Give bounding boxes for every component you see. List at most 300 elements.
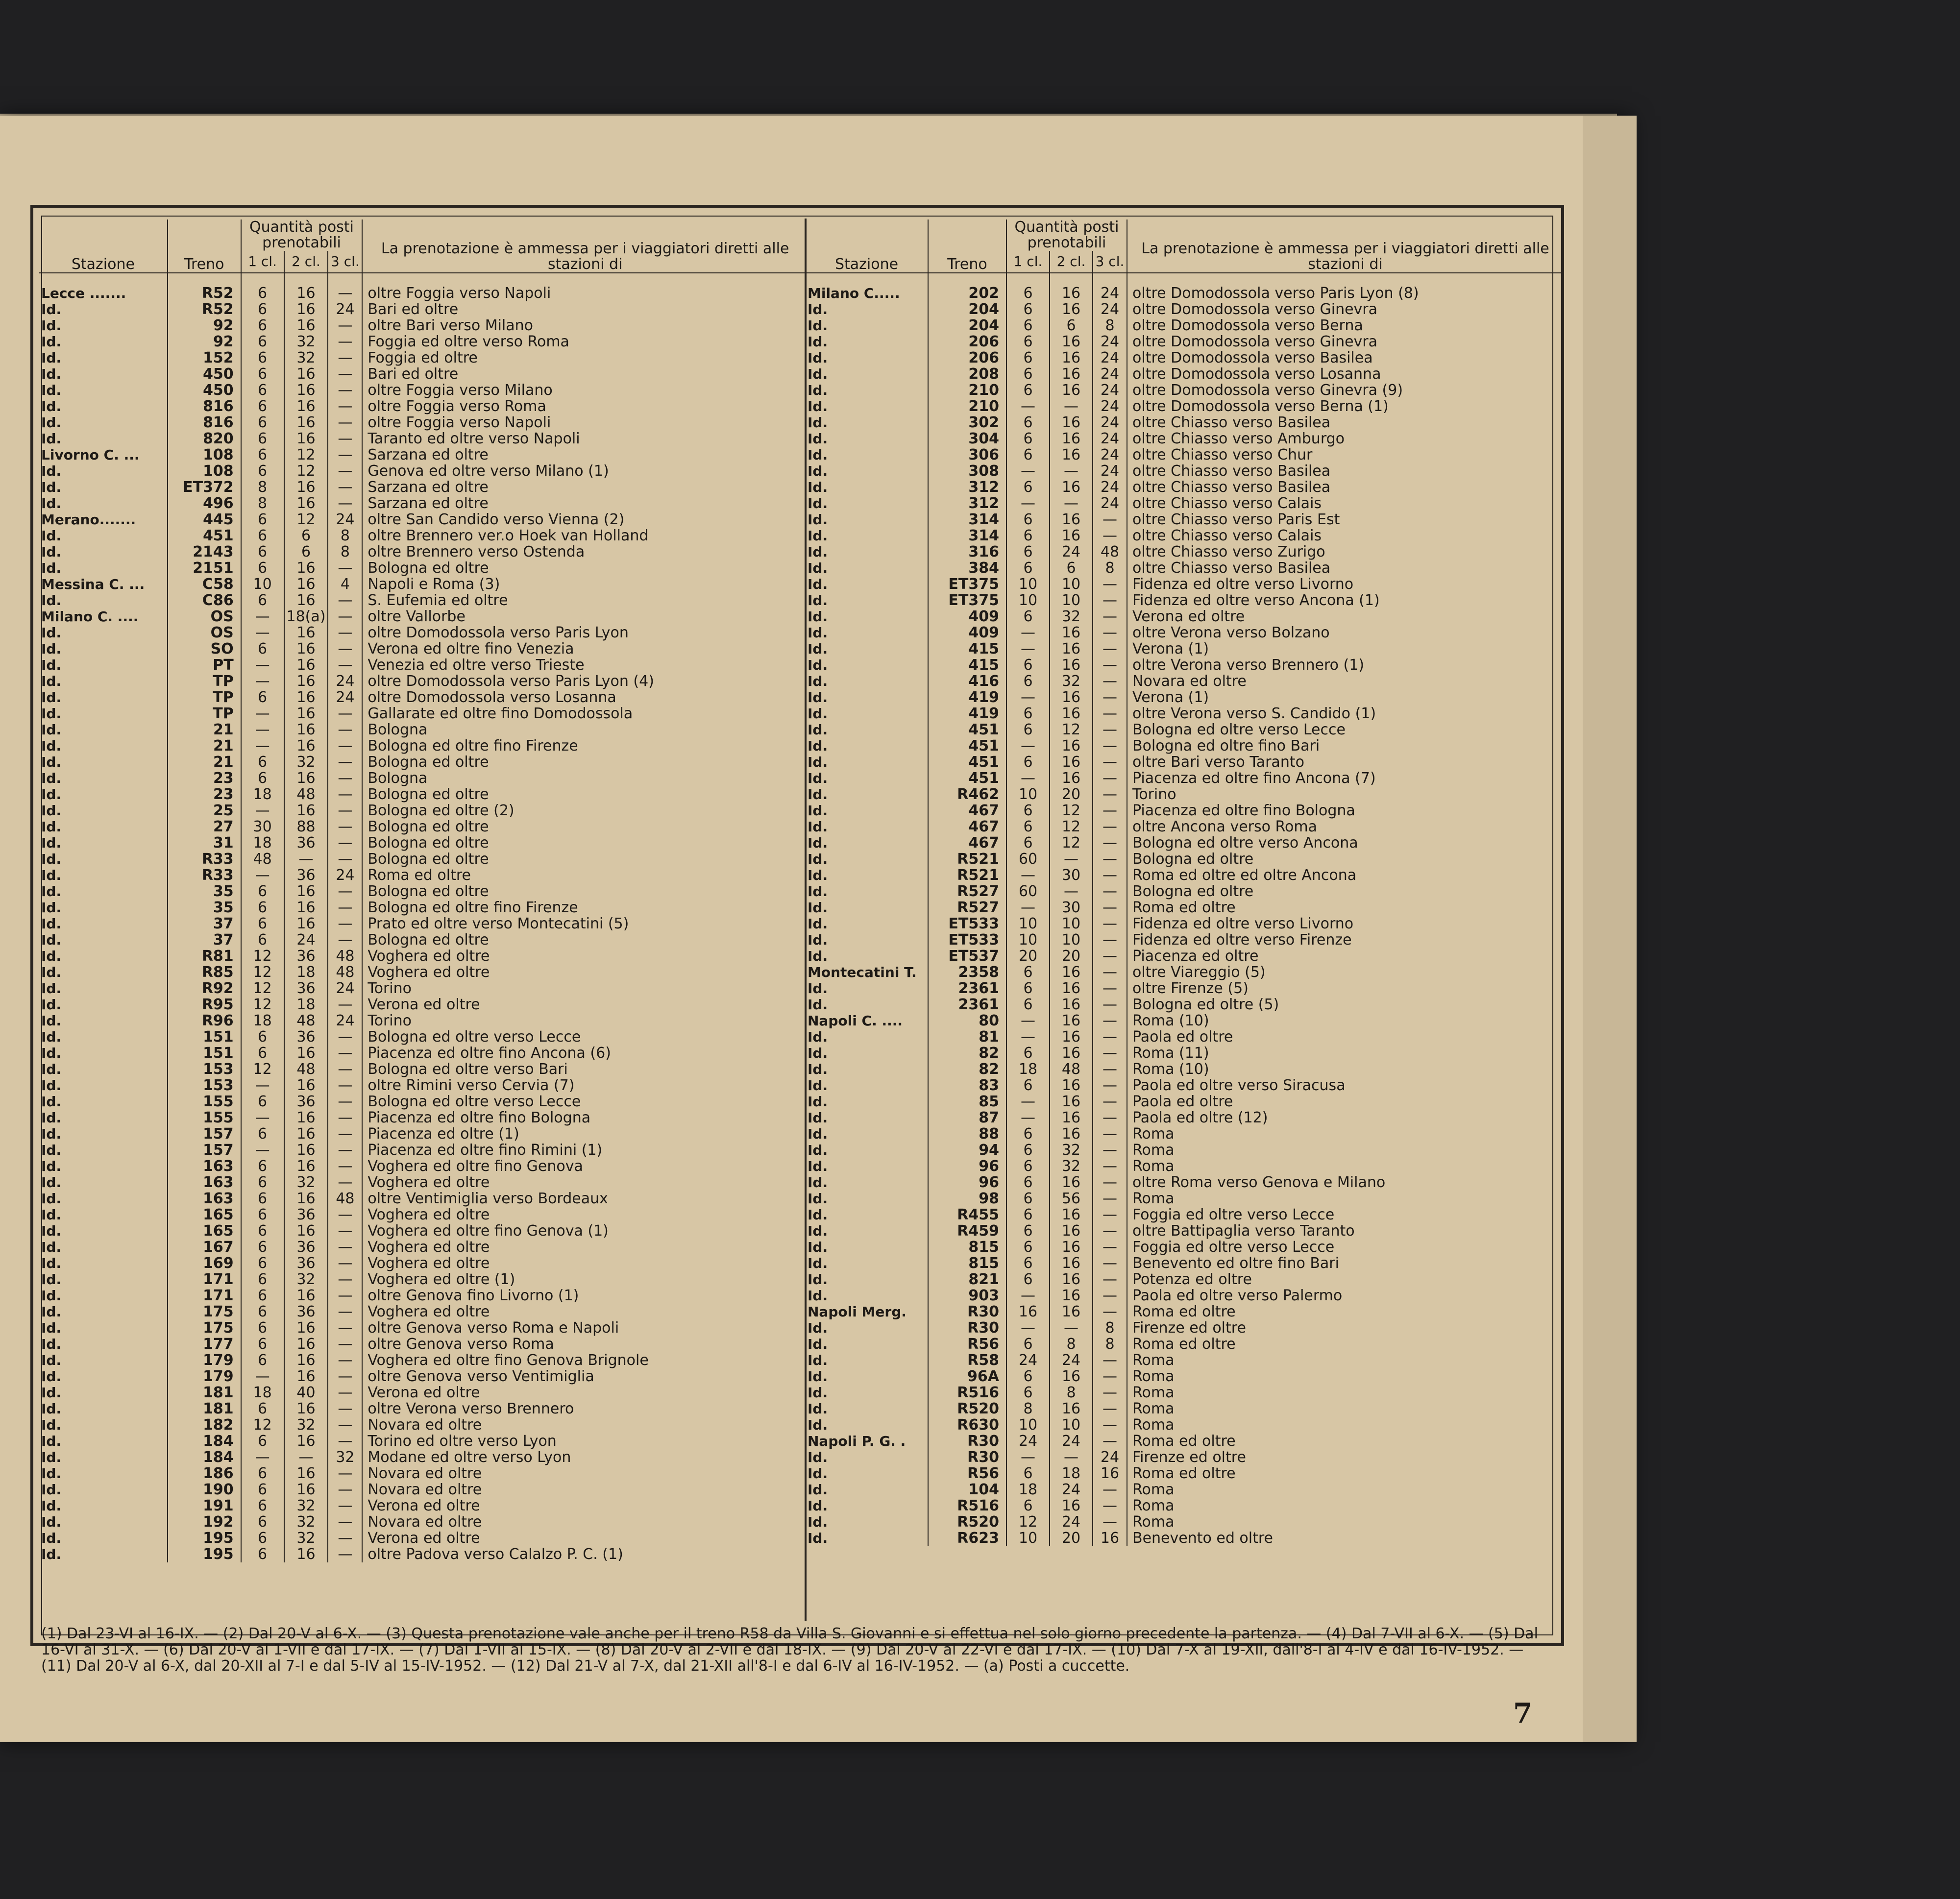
- second-class-cell: 30: [1050, 867, 1093, 883]
- train-cell: 85: [928, 1094, 1006, 1110]
- train-cell: ET533: [928, 916, 1006, 932]
- table-row: [39, 350, 808, 366]
- destination-cell: Verona ed oltre: [362, 1498, 808, 1514]
- first-class-cell: 24: [1006, 1433, 1050, 1449]
- first-class-cell: 6: [241, 1239, 284, 1255]
- destination-cell: Prato ed oltre verso Montecatini (5): [362, 916, 808, 932]
- second-class-cell: 16: [1050, 414, 1093, 431]
- destination-cell: Bologna: [362, 770, 808, 786]
- destination-cell: Roma: [1127, 1417, 1563, 1433]
- third-class-cell: —: [328, 560, 362, 576]
- third-class-cell: —: [328, 495, 362, 511]
- train-cell: R33: [168, 851, 241, 867]
- second-class-cell: 16: [1050, 528, 1093, 544]
- table-row: [806, 1449, 1563, 1465]
- station-cell: Id.: [808, 722, 828, 738]
- station-cell: Id.: [808, 544, 828, 560]
- first-class-cell: 6: [241, 883, 284, 900]
- second-class-cell: 16: [284, 1158, 328, 1174]
- train-cell: 195: [168, 1530, 241, 1546]
- station-cell: Id.: [41, 495, 62, 511]
- third-class-cell: —: [1093, 1029, 1127, 1045]
- table-row: [806, 609, 1563, 625]
- third-class-cell: —: [328, 1368, 362, 1385]
- second-class-cell: 16: [284, 1352, 328, 1368]
- first-class-cell: 6: [241, 1271, 284, 1288]
- train-cell: 2361: [928, 997, 1006, 1013]
- station-cell: Id.: [41, 932, 62, 948]
- first-class-cell: —: [241, 1077, 284, 1094]
- first-class-cell: 10: [1006, 576, 1050, 592]
- table-row: [806, 576, 1563, 592]
- table-row: [39, 786, 808, 803]
- first-class-cell: 6: [1006, 1077, 1050, 1094]
- second-class-cell: 18: [284, 964, 328, 980]
- train-cell: 157: [168, 1142, 241, 1158]
- first-class-cell: 6: [241, 1401, 284, 1417]
- second-class-cell: 16: [284, 770, 328, 786]
- train-cell: 169: [168, 1255, 241, 1271]
- third-class-cell: —: [1093, 625, 1127, 641]
- second-class-cell: 16: [1050, 511, 1093, 528]
- table-row: [806, 1514, 1563, 1530]
- train-cell: R455: [928, 1207, 1006, 1223]
- second-class-cell: 6: [1050, 317, 1093, 334]
- station-cell: Id.: [41, 1465, 62, 1482]
- second-class-cell: 16: [1050, 1126, 1093, 1142]
- first-class-cell: —: [1006, 625, 1050, 641]
- second-class-cell: 36: [284, 980, 328, 997]
- destination-cell: Napoli e Roma (3): [362, 576, 808, 592]
- table-row: [39, 414, 808, 431]
- second-class-cell: 16: [284, 625, 328, 641]
- train-cell: 192: [168, 1514, 241, 1530]
- table-row: [806, 431, 1563, 447]
- station-cell: Id.: [41, 544, 62, 560]
- first-class-cell: 6: [1006, 754, 1050, 770]
- first-class-cell: 12: [1006, 1514, 1050, 1530]
- destination-cell: Bologna ed oltre verso Lecce: [362, 1029, 808, 1045]
- train-cell: 88: [928, 1126, 1006, 1142]
- train-cell: R95: [168, 997, 241, 1013]
- train-cell: R521: [928, 867, 1006, 883]
- first-class-cell: —: [241, 609, 284, 625]
- table-row: [39, 1417, 808, 1433]
- first-class-cell: 6: [241, 285, 284, 301]
- third-class-cell: 24: [1093, 1449, 1127, 1465]
- destination-cell: Sarzana ed oltre: [362, 479, 808, 495]
- destination-cell: Roma: [1127, 1401, 1563, 1417]
- first-class-cell: —: [241, 657, 284, 673]
- third-class-cell: —: [1093, 641, 1127, 657]
- train-cell: 316: [928, 544, 1006, 560]
- second-class-cell: 32: [1050, 609, 1093, 625]
- first-class-cell: 6: [1006, 544, 1050, 560]
- first-class-cell: 6: [1006, 382, 1050, 398]
- station-cell: Id.: [808, 657, 828, 673]
- destination-cell: Bologna ed oltre fino Firenze: [362, 900, 808, 916]
- page-right-margin: [1583, 116, 1637, 1742]
- first-class-cell: —: [1006, 689, 1050, 706]
- station-cell: Id.: [808, 317, 828, 334]
- station-cell: Id.: [808, 334, 828, 350]
- right-table-body: [806, 285, 1563, 1546]
- station-cell: Id.: [808, 1126, 828, 1142]
- table-row: [806, 592, 1563, 609]
- station-cell: Id.: [41, 1546, 62, 1562]
- first-class-cell: 6: [241, 932, 284, 948]
- table-row: [39, 1482, 808, 1498]
- third-class-cell: —: [1093, 1223, 1127, 1239]
- second-class-cell: 16: [1050, 980, 1093, 997]
- third-class-cell: —: [328, 1239, 362, 1255]
- second-class-cell: 32: [284, 1514, 328, 1530]
- station-cell: Id.: [41, 398, 62, 414]
- second-class-cell: 16: [1050, 964, 1093, 980]
- destination-cell: oltre Verona verso Bolzano: [1127, 625, 1563, 641]
- second-class-cell: 16: [1050, 431, 1093, 447]
- first-class-cell: 6: [241, 382, 284, 398]
- first-class-cell: 24: [1006, 1352, 1050, 1368]
- second-class-cell: 32: [284, 1271, 328, 1288]
- third-class-cell: —: [328, 851, 362, 867]
- second-class-cell: 16: [1050, 1223, 1093, 1239]
- station-cell: Id.: [808, 900, 828, 916]
- destination-cell: Voghera ed oltre fino Genova (1): [362, 1223, 808, 1239]
- station-cell: Id.: [41, 754, 62, 770]
- destination-cell: Foggia ed oltre verso Lecce: [1127, 1207, 1563, 1223]
- destination-cell: Voghera ed oltre (1): [362, 1271, 808, 1288]
- third-class-cell: 24: [1093, 479, 1127, 495]
- first-class-cell: 6: [241, 463, 284, 479]
- train-cell: 451: [168, 528, 241, 544]
- destination-cell: Roma ed oltre: [1127, 1304, 1563, 1320]
- station-cell: Id.: [41, 1045, 62, 1061]
- third-class-cell: —: [1093, 689, 1127, 706]
- third-class-cell: 24: [328, 301, 362, 317]
- second-class-cell: —: [1050, 495, 1093, 511]
- first-class-cell: 8: [241, 495, 284, 511]
- table-row: [806, 803, 1563, 819]
- third-class-cell: —: [328, 706, 362, 722]
- second-class-cell: 16: [284, 398, 328, 414]
- second-class-cell: 16: [284, 1077, 328, 1094]
- header-quantita: Quantità posti prenotabili: [241, 219, 363, 251]
- table-row: [806, 1045, 1563, 1061]
- table-row: [806, 997, 1563, 1013]
- third-class-cell: —: [1093, 916, 1127, 932]
- destination-cell: oltre Domodossola verso Losanna: [1127, 366, 1563, 382]
- second-class-cell: 16: [1050, 1255, 1093, 1271]
- table-row: [806, 1352, 1563, 1368]
- second-class-cell: 16: [1050, 738, 1093, 754]
- second-class-cell: 16: [1050, 754, 1093, 770]
- second-class-cell: 16: [1050, 657, 1093, 673]
- third-class-cell: —: [1093, 1288, 1127, 1304]
- second-class-cell: 16: [1050, 1094, 1093, 1110]
- table-row: [39, 657, 808, 673]
- third-class-cell: —: [328, 1530, 362, 1546]
- station-cell: Id.: [41, 1013, 62, 1029]
- station-cell: Id.: [808, 1191, 828, 1207]
- station-cell: Id.: [41, 803, 62, 819]
- table-row: [39, 932, 808, 948]
- table-row: [806, 317, 1563, 334]
- train-cell: 409: [928, 625, 1006, 641]
- third-class-cell: —: [328, 1223, 362, 1239]
- second-class-cell: 16: [284, 1546, 328, 1562]
- destination-cell: oltre Firenze (5): [1127, 980, 1563, 997]
- train-cell: 302: [928, 414, 1006, 431]
- first-class-cell: 10: [1006, 932, 1050, 948]
- table-row: [39, 1465, 808, 1482]
- train-cell: R52: [168, 285, 241, 301]
- third-class-cell: —: [1093, 673, 1127, 689]
- train-cell: C86: [168, 592, 241, 609]
- second-class-cell: 16: [284, 722, 328, 738]
- second-class-cell: 16: [1050, 382, 1093, 398]
- destination-cell: Gallarate ed oltre fino Domodossola: [362, 706, 808, 722]
- table-row: [806, 625, 1563, 641]
- second-class-cell: 6: [284, 528, 328, 544]
- station-cell: Id.: [808, 916, 828, 932]
- first-class-cell: 6: [241, 1223, 284, 1239]
- train-cell: 2151: [168, 560, 241, 576]
- station-cell: Id.: [808, 641, 828, 657]
- third-class-cell: —: [328, 366, 362, 382]
- first-class-cell: 6: [1006, 722, 1050, 738]
- destination-cell: oltre Padova verso Calalzo P. C. (1): [362, 1546, 808, 1562]
- train-cell: 451: [928, 770, 1006, 786]
- table-row: [806, 883, 1563, 900]
- table-row: [39, 463, 808, 479]
- destination-cell: Voghera ed oltre: [362, 1304, 808, 1320]
- third-class-cell: —: [328, 916, 362, 932]
- second-class-cell: 16: [1050, 1110, 1093, 1126]
- first-class-cell: 6: [241, 1336, 284, 1352]
- first-class-cell: —: [1006, 1013, 1050, 1029]
- third-class-cell: —: [1093, 1045, 1127, 1061]
- destination-cell: Bologna ed oltre verso Bari: [362, 1061, 808, 1077]
- train-cell: R527: [928, 900, 1006, 916]
- third-class-cell: —: [1093, 1255, 1127, 1271]
- table-row: [806, 900, 1563, 916]
- first-class-cell: 18: [241, 1013, 284, 1029]
- table-row: [39, 980, 808, 997]
- station-cell: Id.: [808, 301, 828, 317]
- third-class-cell: —: [1093, 1433, 1127, 1449]
- second-class-cell: 32: [1050, 1142, 1093, 1158]
- train-cell: 37: [168, 916, 241, 932]
- second-class-cell: 16: [284, 1320, 328, 1336]
- station-cell: Id.: [41, 382, 62, 398]
- second-class-cell: 16: [1050, 1207, 1093, 1223]
- station-cell: Id.: [41, 883, 62, 900]
- station-cell: Id.: [41, 1029, 62, 1045]
- second-class-cell: 48: [1050, 1061, 1093, 1077]
- train-cell: 179: [168, 1368, 241, 1385]
- first-class-cell: 60: [1006, 883, 1050, 900]
- first-class-cell: —: [241, 1368, 284, 1385]
- destination-cell: Bologna ed oltre: [1127, 851, 1563, 867]
- third-class-cell: —: [328, 1255, 362, 1271]
- first-class-cell: 6: [241, 689, 284, 706]
- destination-cell: Modane ed oltre verso Lyon: [362, 1449, 808, 1465]
- station-cell: Id.: [808, 1514, 828, 1530]
- station-cell: Id.: [808, 1498, 828, 1514]
- third-class-cell: —: [328, 463, 362, 479]
- destination-cell: oltre Bari verso Milano: [362, 317, 808, 334]
- second-class-cell: 32: [1050, 1158, 1093, 1174]
- table-row: [806, 560, 1563, 576]
- station-cell: Id.: [808, 1174, 828, 1191]
- third-class-cell: —: [328, 1336, 362, 1352]
- first-class-cell: 6: [241, 1174, 284, 1191]
- first-class-cell: 6: [1006, 1207, 1050, 1223]
- first-class-cell: 8: [1006, 1401, 1050, 1417]
- train-cell: ET537: [928, 948, 1006, 964]
- table-row: [806, 1336, 1563, 1352]
- station-cell: Id.: [808, 1320, 828, 1336]
- station-cell: Id.: [41, 1061, 62, 1077]
- table-row: [39, 609, 808, 625]
- second-class-cell: 24: [1050, 1514, 1093, 1530]
- destination-cell: Benevento ed oltre: [1127, 1530, 1563, 1546]
- page-number: 7: [1513, 1697, 1532, 1729]
- second-class-cell: 32: [284, 1530, 328, 1546]
- table-row: [806, 754, 1563, 770]
- first-class-cell: 6: [1006, 1465, 1050, 1482]
- station-cell: Id.: [808, 948, 828, 964]
- header-stazione: Stazione: [39, 219, 168, 273]
- destination-cell: Roma: [1127, 1514, 1563, 1530]
- second-class-cell: —: [1050, 851, 1093, 867]
- train-cell: 419: [928, 706, 1006, 722]
- table-row: [806, 1417, 1563, 1433]
- second-class-cell: 16: [1050, 350, 1093, 366]
- station-cell: Id.: [808, 1110, 828, 1126]
- second-class-cell: 16: [1050, 1174, 1093, 1191]
- destination-cell: oltre Chiasso verso Basilea: [1127, 479, 1563, 495]
- third-class-cell: —: [328, 1514, 362, 1530]
- table-row: [39, 560, 808, 576]
- destination-cell: Novara ed oltre: [362, 1465, 808, 1482]
- third-class-cell: —: [1093, 592, 1127, 609]
- third-class-cell: 8: [328, 544, 362, 560]
- destination-cell: S. Eufemia ed oltre: [362, 592, 808, 609]
- train-cell: R630: [928, 1417, 1006, 1433]
- table-row: [39, 964, 808, 980]
- train-cell: 191: [168, 1498, 241, 1514]
- first-class-cell: 6: [241, 1514, 284, 1530]
- station-cell: Montecatini T.: [808, 964, 917, 980]
- station-cell: Id.: [808, 1449, 828, 1465]
- train-cell: 416: [928, 673, 1006, 689]
- first-class-cell: —: [1006, 495, 1050, 511]
- destination-cell: Bologna ed oltre: [362, 835, 808, 851]
- destination-cell: oltre Domodossola verso Losanna: [362, 689, 808, 706]
- third-class-cell: 8: [1093, 317, 1127, 334]
- destination-cell: Bologna ed oltre: [1127, 883, 1563, 900]
- destination-cell: Bologna ed oltre verso Lecce: [362, 1094, 808, 1110]
- station-cell: Id.: [41, 641, 62, 657]
- train-cell: 815: [928, 1239, 1006, 1255]
- table-row: [39, 1158, 808, 1174]
- second-class-cell: 32: [284, 334, 328, 350]
- table-row: [806, 414, 1563, 431]
- station-cell: Id.: [41, 997, 62, 1013]
- station-cell: Id.: [808, 738, 828, 754]
- second-class-cell: 16: [284, 1223, 328, 1239]
- destination-cell: Novara ed oltre: [1127, 673, 1563, 689]
- train-cell: R516: [928, 1385, 1006, 1401]
- first-class-cell: 60: [1006, 851, 1050, 867]
- second-class-cell: 32: [284, 1498, 328, 1514]
- header-treno-right: Treno: [928, 219, 1006, 273]
- train-cell: 21: [168, 754, 241, 770]
- table-row: [806, 1368, 1563, 1385]
- destination-cell: Verona ed oltre: [362, 1385, 808, 1401]
- train-cell: 2358: [928, 964, 1006, 980]
- first-class-cell: 10: [1006, 592, 1050, 609]
- third-class-cell: —: [328, 350, 362, 366]
- table-row: [39, 1449, 808, 1465]
- table-row: [39, 398, 808, 414]
- train-cell: 190: [168, 1482, 241, 1498]
- second-class-cell: 20: [1050, 948, 1093, 964]
- table-row: [806, 1029, 1563, 1045]
- destination-cell: oltre Bari verso Taranto: [1127, 754, 1563, 770]
- third-class-cell: —: [1093, 1417, 1127, 1433]
- station-cell: Id.: [808, 382, 828, 398]
- first-class-cell: 18: [241, 786, 284, 803]
- destination-cell: oltre Battipaglia verso Taranto: [1127, 1223, 1563, 1239]
- third-class-cell: 8: [1093, 560, 1127, 576]
- table-row: [806, 1013, 1563, 1029]
- third-class-cell: —: [1093, 1191, 1127, 1207]
- second-class-cell: 16: [1050, 641, 1093, 657]
- second-class-cell: 16: [284, 657, 328, 673]
- destination-cell: oltre Chiasso verso Basilea: [1127, 463, 1563, 479]
- table-row: [39, 1239, 808, 1255]
- train-cell: R58: [928, 1352, 1006, 1368]
- table-row: [806, 350, 1563, 366]
- destination-cell: oltre Chiasso verso Basilea: [1127, 414, 1563, 431]
- third-class-cell: —: [1093, 964, 1127, 980]
- train-cell: R623: [928, 1530, 1006, 1546]
- destination-cell: Fidenza ed oltre verso Ancona (1): [1127, 592, 1563, 609]
- train-cell: 314: [928, 528, 1006, 544]
- first-class-cell: 6: [1006, 706, 1050, 722]
- table-row: [806, 964, 1563, 980]
- train-cell: 35: [168, 900, 241, 916]
- train-cell: 104: [928, 1482, 1006, 1498]
- train-cell: 27: [168, 819, 241, 835]
- train-cell: R527: [928, 883, 1006, 900]
- destination-cell: Bologna ed oltre: [362, 560, 808, 576]
- train-cell: 98: [928, 1191, 1006, 1207]
- table-row: [39, 1013, 808, 1029]
- first-class-cell: 6: [241, 431, 284, 447]
- station-cell: Id.: [808, 706, 828, 722]
- third-class-cell: 24: [1093, 431, 1127, 447]
- station-cell: Id.: [41, 1498, 62, 1514]
- table-row: [806, 1126, 1563, 1142]
- table-row: [39, 1546, 808, 1562]
- second-class-cell: 24: [1050, 1433, 1093, 1449]
- station-cell: Id.: [808, 1385, 828, 1401]
- first-class-cell: 16: [1006, 1304, 1050, 1320]
